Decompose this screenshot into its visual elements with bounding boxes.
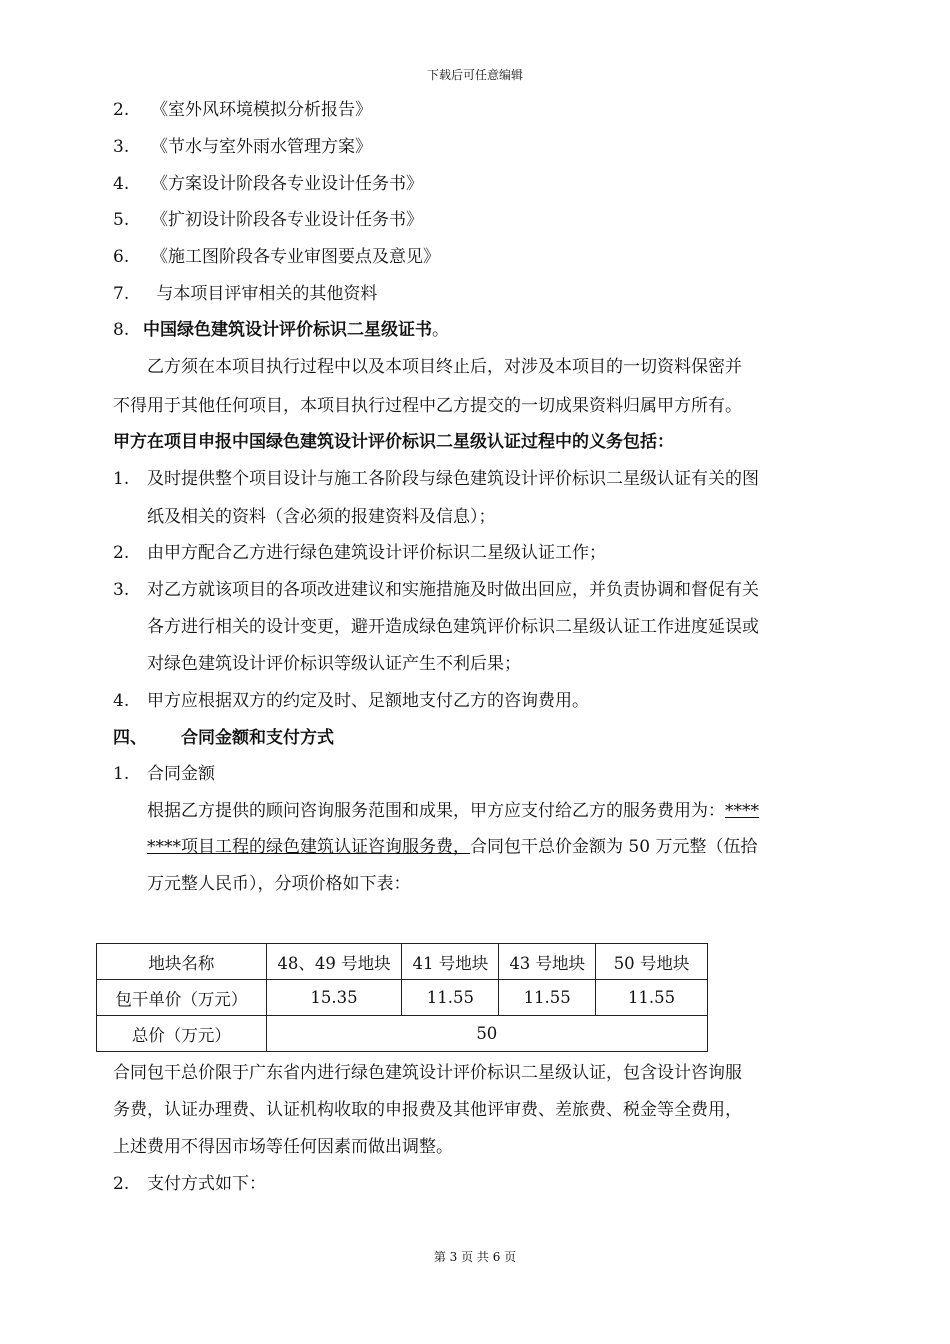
list-number: 8. [113, 320, 130, 340]
page-header: 下载后可任意编辑 [426, 68, 523, 82]
list-number: 4. [113, 174, 130, 194]
confidential-line-2: 不得用于其他任何项目，本项目执行过程中乙方提交的一切成果资料归属甲方所有。 [113, 396, 742, 416]
list-text: 《节水与室外雨水管理方案》 [151, 137, 372, 157]
list-item [113, 135, 372, 159]
list-item [113, 282, 377, 306]
list-number: 3. [113, 137, 130, 157]
section-heading [113, 726, 334, 750]
table-cell: 11.55 [402, 980, 499, 1016]
project-name-placeholder: **** [725, 801, 759, 821]
list-text: 《施工图阶段各专业审图要点及意见》 [151, 247, 440, 267]
list-number: 1. [113, 764, 130, 784]
list-number: 1. [113, 469, 130, 489]
list-item [113, 208, 423, 232]
table-header-cell: 50 号地块 [596, 944, 708, 980]
list-number: 2. [113, 543, 130, 563]
amount-text: 合同包干总价金额为 50 万元整（伍拾 [470, 837, 758, 857]
section-title: 合同金额和支付方式 [181, 728, 334, 748]
table-header-cell: 43 号地块 [499, 944, 596, 980]
list-item [113, 172, 423, 196]
list-number: 2. [113, 1174, 130, 1194]
list-item [113, 98, 372, 122]
obligation-3 [113, 578, 759, 602]
amount-heading [113, 762, 215, 786]
note-line-1: 合同包干总价限于广东省内进行绿色建筑设计评价标识二星级认证，包含设计咨询服 [113, 1063, 742, 1083]
amount-para-1 [147, 799, 759, 823]
table-cell: 总价（万元） [97, 1016, 267, 1052]
service-fee-name: ****项目工程的绿色建筑认证咨询服务费， [147, 837, 470, 857]
obligation-1 [113, 467, 759, 491]
table-row [97, 1016, 708, 1052]
obligation-4 [113, 689, 589, 713]
list-item [113, 318, 449, 342]
table-cell: 11.55 [499, 980, 596, 1016]
certificate-title: 中国绿色建筑设计评价标识二星级证书 [143, 320, 432, 340]
payment-text: 支付方式如下： [147, 1174, 266, 1194]
table-header-cell: 41 号地块 [402, 944, 499, 980]
fee-table [96, 943, 708, 1052]
list-number: 2. [113, 100, 130, 120]
list-text: 《方案设计阶段各专业设计任务书》 [151, 174, 423, 194]
table-header-row [97, 944, 708, 980]
payment-heading [113, 1172, 266, 1196]
page-footer: 第 3 页 共 6 页 [433, 1250, 517, 1264]
table-cell: 包干单价（万元） [97, 980, 267, 1016]
table-cell: 15.35 [266, 980, 402, 1016]
amount-text: 根据乙方提供的顾问咨询服务范围和成果，甲方应支付给乙方的服务费用为： [147, 801, 725, 821]
list-number: 7. [113, 284, 130, 304]
note-line-3: 上述费用不得因市场等任何因素而做出调整。 [113, 1137, 453, 1157]
table-header-cell: 地块名称 [97, 944, 267, 980]
list-number: 6. [113, 247, 130, 267]
obligation-text: 甲方应根据双方的约定及时、足额地支付乙方的咨询费用。 [147, 691, 589, 711]
amount-title: 合同金额 [147, 764, 215, 784]
obligation-text: 由甲方配合乙方进行绿色建筑设计评价标识二星级认证工作； [147, 543, 606, 563]
list-tail: 。 [432, 320, 449, 340]
table-header-cell: 48、49 号地块 [266, 944, 402, 980]
table-row [97, 980, 708, 1016]
list-number: 5. [113, 210, 130, 230]
table-cell: 11.55 [596, 980, 708, 1016]
obligation-1-cont: 纸及相关的资料（含必须的报建资料及信息）； [147, 507, 496, 527]
amount-para-3: 万元整人民币），分项价格如下表： [147, 874, 411, 894]
list-item [113, 245, 440, 269]
list-text: 与本项目评审相关的其他资料 [151, 284, 378, 304]
obligation-3-cont: 对绿色建筑设计评价标识等级认证产生不利后果； [147, 654, 521, 674]
list-text: 《扩初设计阶段各专业设计任务书》 [151, 210, 423, 230]
table-cell: 50 [266, 1016, 707, 1052]
obligation-text: 及时提供整个项目设计与施工各阶段与绿色建筑设计评价标识二星级认证有关的图 [147, 469, 759, 489]
section-number: 四、 [113, 728, 147, 748]
list-number: 3. [113, 580, 130, 600]
obligations-heading: 甲方在项目申报中国绿色建筑设计评价标识二星级认证过程中的义务包括： [113, 432, 674, 452]
list-text: 《室外风环境模拟分析报告》 [151, 100, 372, 120]
obligation-text: 对乙方就该项目的各项改进建议和实施措施及时做出回应，并负责协调和督促有关 [147, 580, 759, 600]
note-line-2: 务费，认证办理费、认证机构收取的申报费及其他评审费、差旅费、税金等全费用， [113, 1100, 742, 1120]
obligation-2 [113, 541, 606, 565]
list-number: 4. [113, 691, 130, 711]
obligation-3-cont: 各方进行相关的设计变更，避开造成绿色建筑评价标识二星级认证工作进度延误或 [147, 617, 759, 637]
amount-para-2 [147, 835, 757, 859]
confidential-line-1: 乙方须在本项目执行过程中以及本项目终止后，对涉及本项目的一切资料保密并 [147, 357, 742, 377]
